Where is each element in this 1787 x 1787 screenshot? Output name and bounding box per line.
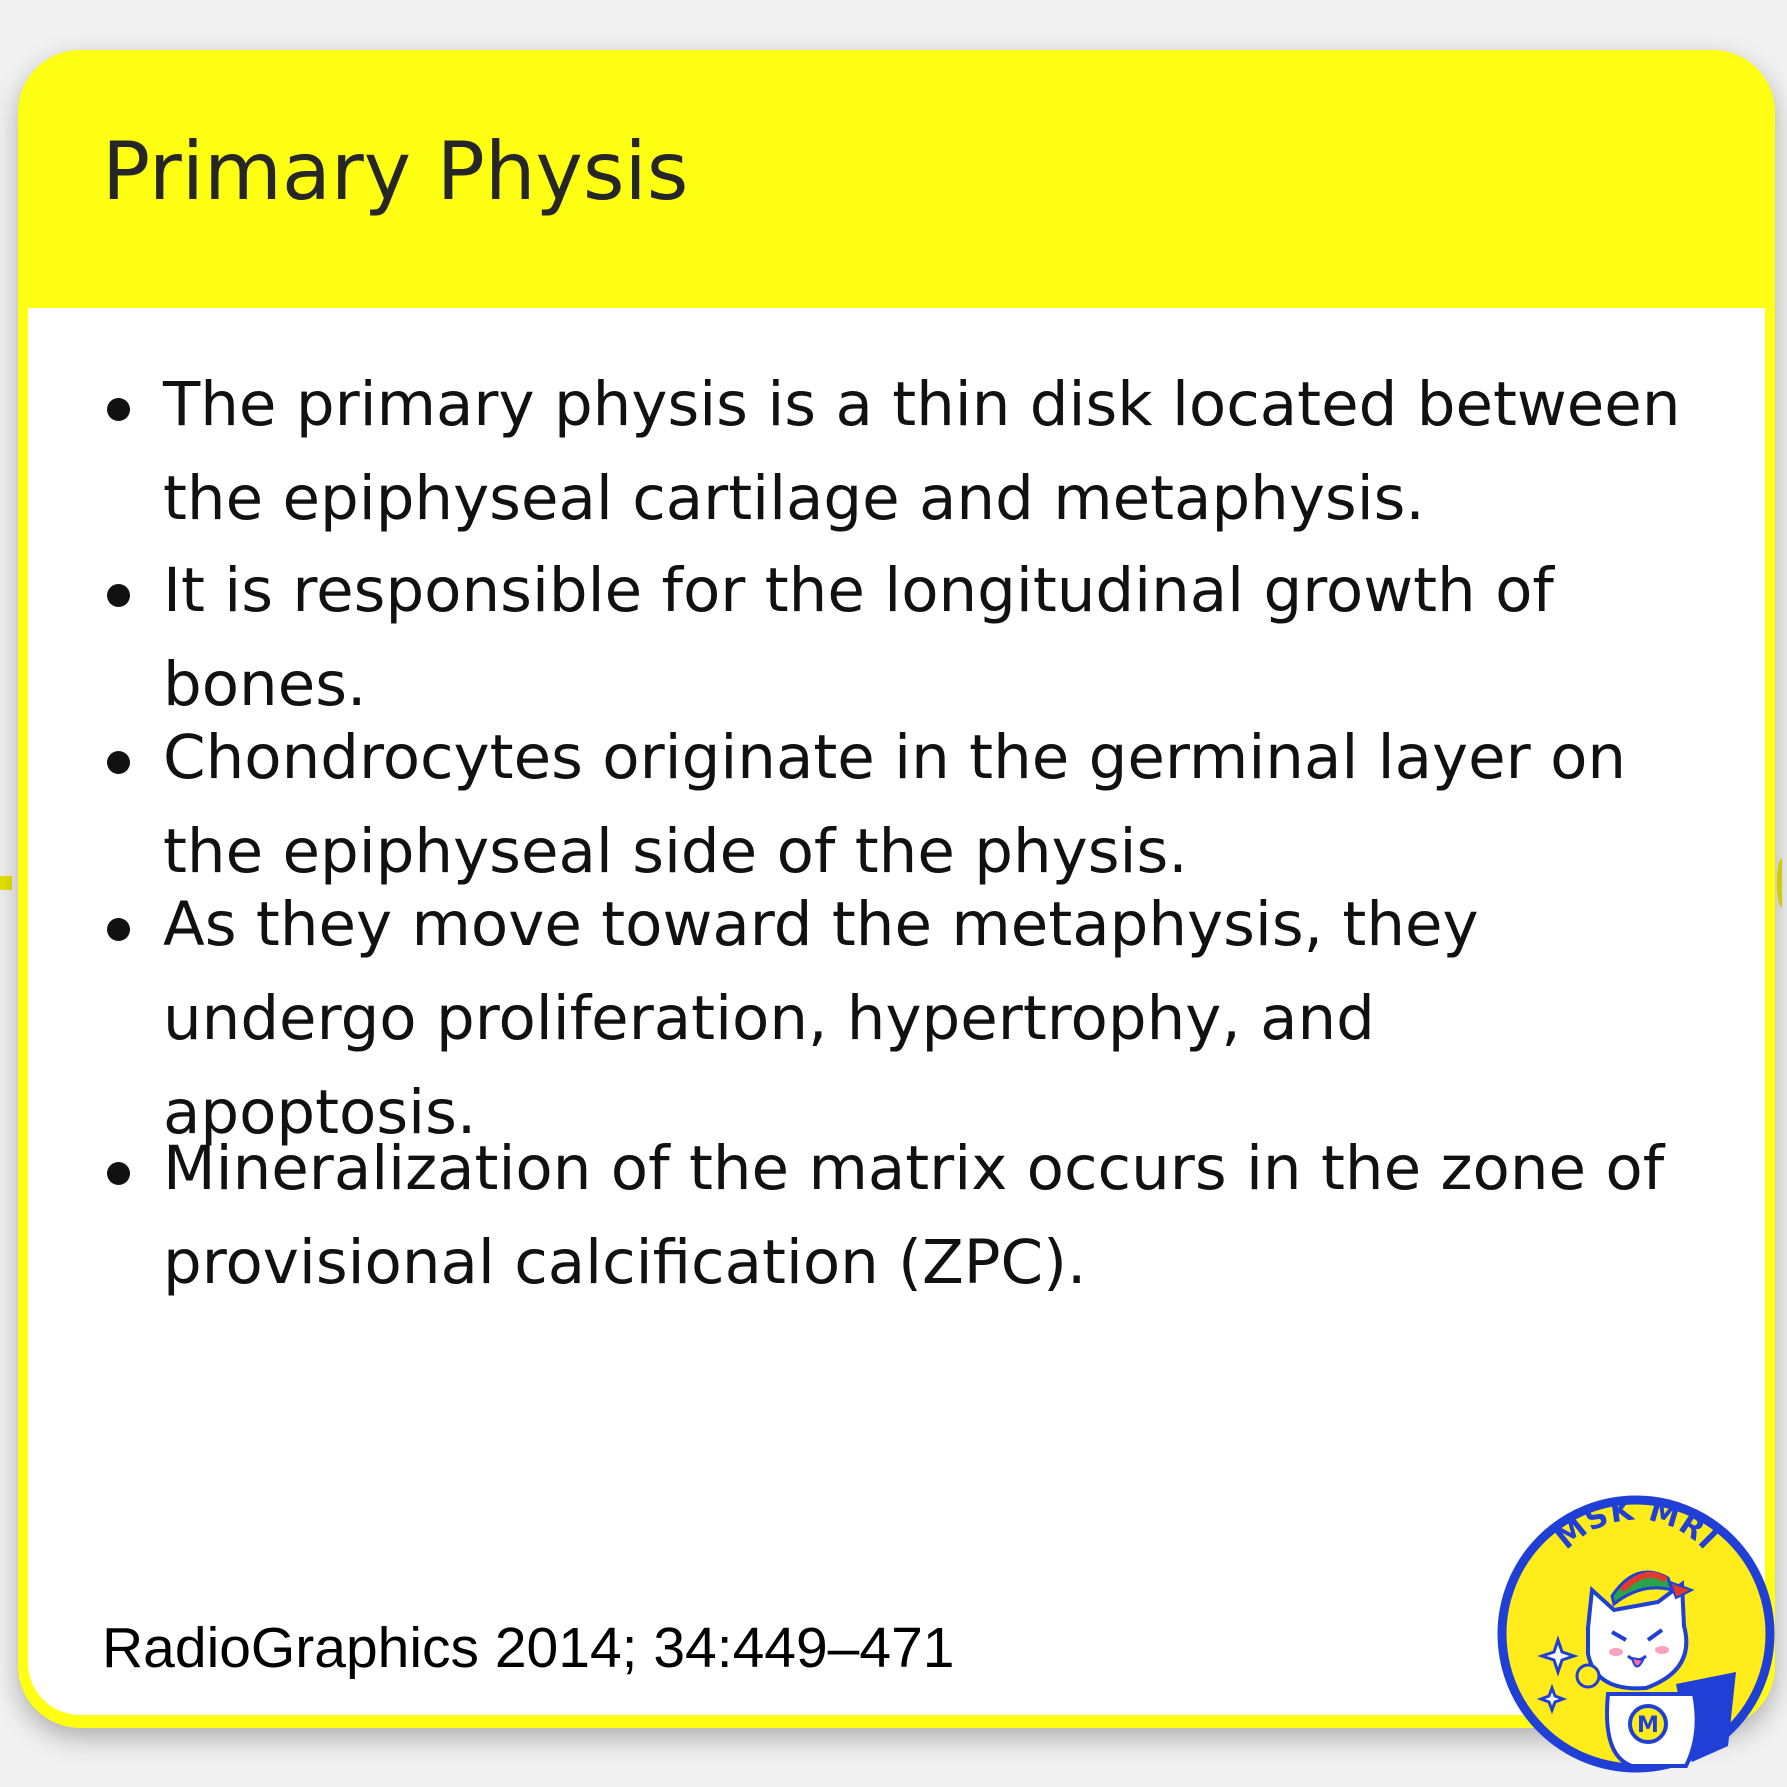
bullet-text: Chondrocytes originate in the germinal layer on the epiphyseal side of the physis. — [163, 722, 1627, 887]
logo-title: MSK MRI — [1548, 1494, 1725, 1557]
bullet-text: As they move toward the metaphysis, they undergo proliferation, hypertrophy, and apoptosis. — [163, 889, 1479, 1148]
card-title: Primary Physis — [102, 125, 689, 218]
info-card — [18, 50, 1775, 1728]
citation-text: RadioGraphics 2014; 34:449–471 — [102, 1616, 955, 1680]
bullet-text: It is responsible for the longitudinal growth of bones. — [163, 555, 1554, 720]
bullet-dot — [107, 751, 130, 774]
bullet-dot — [107, 1162, 130, 1185]
right-edge-connector — [1777, 858, 1787, 908]
bullet-dot — [107, 398, 130, 421]
bullet-dot — [107, 584, 130, 607]
bullet-text: Mineralization of the matrix occurs in the zone of provisional calcification (ZPC). — [163, 1133, 1665, 1298]
msk-mri-logo — [1496, 1494, 1776, 1774]
bullet-dot — [107, 918, 130, 941]
logo-badge — [1630, 1706, 1666, 1742]
left-edge-connector — [0, 876, 12, 890]
bullet-text: The primary physis is a thin disk located between the epiphyseal cartilage and metaphysis. — [163, 369, 1681, 534]
logo-badge-letter: M — [1637, 1713, 1659, 1738]
